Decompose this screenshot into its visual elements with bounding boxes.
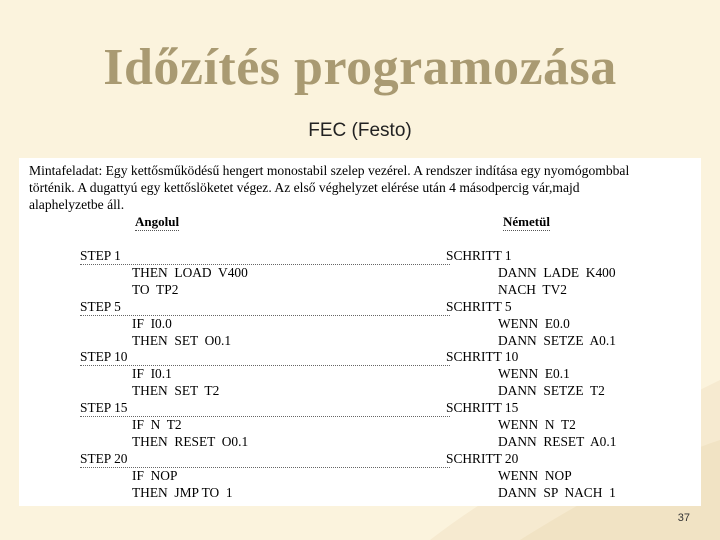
program-row-german: SCHRITT 5 [446,298,512,314]
program-row-english: STEP 10 [80,349,128,365]
slide-subtitle: FEC (Festo) [308,120,412,141]
program-row-german: WENN N T2 [498,417,576,432]
column-header-german: Németül [503,214,550,229]
program-row-english: STEP 1 [80,248,121,263]
program-row-english: IF N T2 [132,417,182,432]
task-line-1: Mintafeladat: Egy kettősműködésű hengert monostabil szelep vezérel. A rendszer indítása egy nyomógombbal [29,163,630,178]
page-number: 37 [677,512,690,524]
program-row-english: STEP 15 [80,400,128,416]
program-row-german: SCHRITT 15 [446,400,519,416]
program-row-english: IF I0.0 [132,315,172,331]
document-scan [19,158,701,506]
slide-title: Időzítés programozása [103,39,617,96]
task-description [29,162,697,213]
task-line-3: alaphelyzetbe áll. [29,197,125,212]
program-row-english: THEN JMP TO 1 [132,484,233,500]
program-row-english: STEP 5 [80,298,121,314]
program-row-english: THEN SET O0.1 [132,332,232,348]
program-row-english: IF I0.1 [132,366,172,382]
program-row-german: NACH TV2 [498,281,567,297]
program-row-english: IF NOP [132,467,178,483]
program-row-german: DANN SETZE T2 [498,383,605,399]
program-row-german: DANN LADE K400 [498,264,616,280]
program-row-german: SCHRITT 20 [446,450,519,466]
program-row-english: THEN RESET O0.1 [132,433,249,449]
program-row-german: WENN NOP [498,467,572,483]
program-row-german: SCHRITT 1 [446,248,512,263]
column-header-english: Angolul [135,214,180,229]
program-row-english: STEP 20 [80,450,128,466]
program-row-german: DANN SETZE A0.1 [498,332,616,348]
task-line-2: történik. A dugattyú egy kettőslöketet végez. Az első véghelyzet elérése után 4 másodpercig vár,majd [29,180,580,195]
program-row-english: TO TP2 [132,281,179,297]
program-row-english: THEN SET T2 [132,383,220,399]
program-row-german: SCHRITT 10 [446,349,519,365]
program-row-german: DANN SP NACH 1 [498,484,616,500]
program-row-german: WENN E0.1 [498,366,570,382]
program-row-german: WENN E0.0 [498,315,570,331]
program-row-english: THEN LOAD V400 [132,264,248,280]
program-row-german: DANN RESET A0.1 [498,433,617,449]
